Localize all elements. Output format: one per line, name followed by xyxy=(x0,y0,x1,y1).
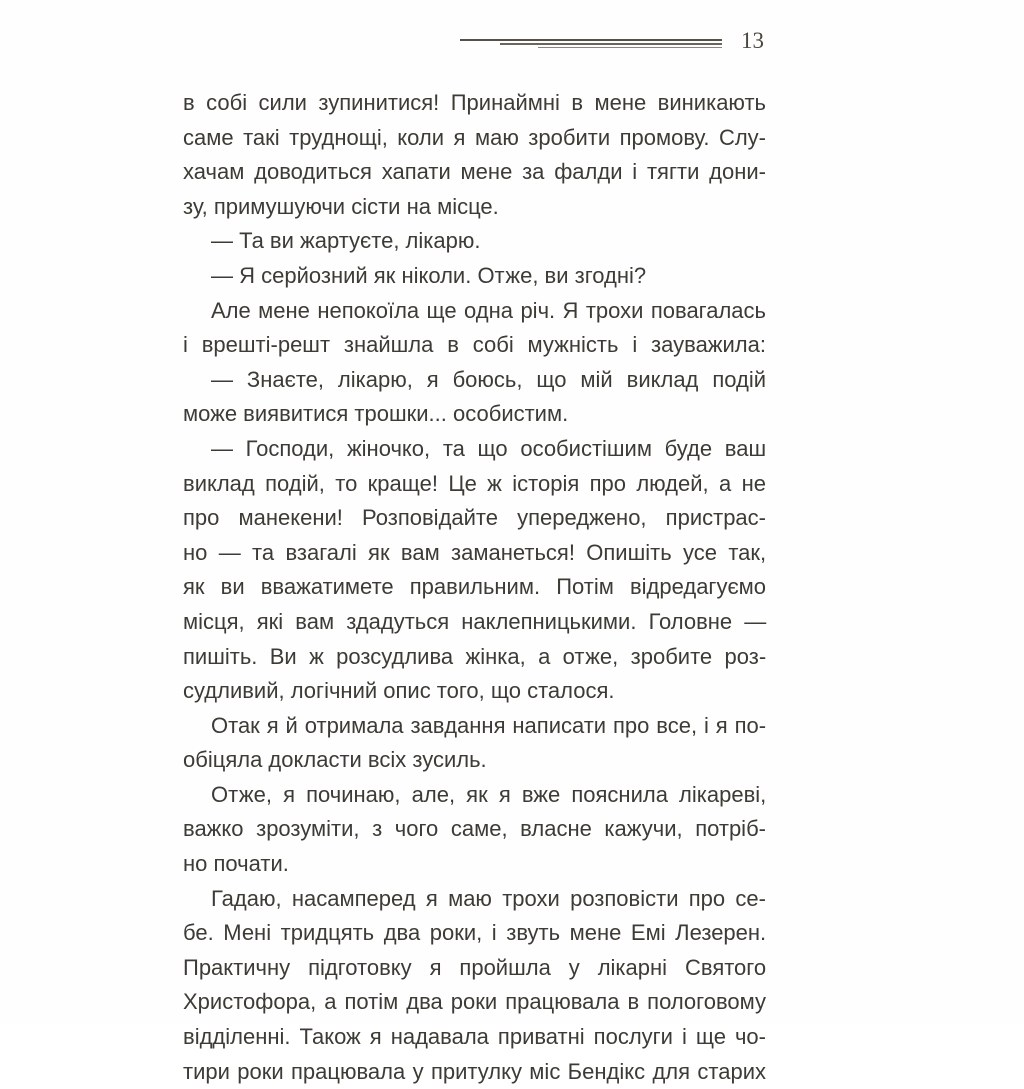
text-line: зу, примушуючи сісти на місце. xyxy=(183,193,499,219)
body-text xyxy=(183,86,766,1089)
text-line: пишіть. Ви ж розсудлива жінка, а отже, зробите роз- xyxy=(183,643,767,669)
text-line: Отже, я починаю, але, як я вже пояснила лікареві, xyxy=(211,781,767,807)
text-line: Гадаю, насамперед я маю трохи розповісти про се- xyxy=(211,885,766,911)
header-rule-top xyxy=(460,39,722,41)
text-line: як ви вважатимете правильним. Потім відредагуємо xyxy=(183,574,767,600)
text-line: хачам доводиться хапати мене за фалди і тягти дони- xyxy=(183,159,766,185)
text-line: про манекени! Розповідайте упереджено, пристрас- xyxy=(183,505,766,531)
text-line: — Господи, жіночко, та що особистішим буде ваш xyxy=(211,435,767,461)
text-line: відділенні. Також я надавала приватні послуги і ще чо- xyxy=(183,1024,766,1050)
text-line: саме такі труднощі, коли я маю зробити промову. Слу- xyxy=(183,124,767,150)
text-line: судливий, логічний опис того, що сталося. xyxy=(183,678,615,704)
page-header xyxy=(458,30,768,60)
header-rule-middle xyxy=(500,43,722,45)
text-line: виклад подій, то краще! Це ж історія про людей, а не xyxy=(183,470,766,496)
page-number: 13 xyxy=(741,28,764,53)
text-line: Отак я й отримала завдання написати про все, і я по- xyxy=(211,712,767,738)
text-line: може виявитися трошки... особистим. xyxy=(183,401,569,427)
text-line: — Я серйозний як ніколи. Отже, ви згодні? xyxy=(211,262,647,288)
text-line: но — та взагалі як вам заманеться! Опишіть усе так, xyxy=(183,539,767,565)
text-line: — Знаєте, лікарю, я боюсь, що мій виклад подій xyxy=(211,366,766,392)
text-line: Практичну підготовку я пройшла у лікарні Святого xyxy=(183,954,767,980)
text-line: обіцяла докласти всіх зусиль. xyxy=(183,747,487,773)
text-line: бе. Мені тридцять два роки, і звуть мене Емі Лезерен. xyxy=(183,920,767,946)
text-line: но почати. xyxy=(183,851,289,877)
text-line: важко зрозуміти, з чого саме, власне кажучи, потріб- xyxy=(183,816,766,842)
text-line: тири роки працювала у притулку міс Бендікс для старих xyxy=(183,1058,766,1084)
text-line: Але мене непокоїла ще одна річ. Я трохи повагалась xyxy=(211,297,766,323)
text-line: Христофора, а потім два роки працювала в пологовому xyxy=(183,989,766,1015)
text-line: в собі сили зупинитися! Принаймні в мене виникають xyxy=(183,90,766,115)
text-line: і врешті-решт знайшла в собі мужність і зауважила: xyxy=(183,332,766,358)
header-rule-bottom xyxy=(538,47,722,48)
text-line: місця, які вам здадуться наклепницькими. Головне — xyxy=(183,608,767,634)
text-line: — Та ви жартуєте, лікарю. xyxy=(211,228,481,254)
